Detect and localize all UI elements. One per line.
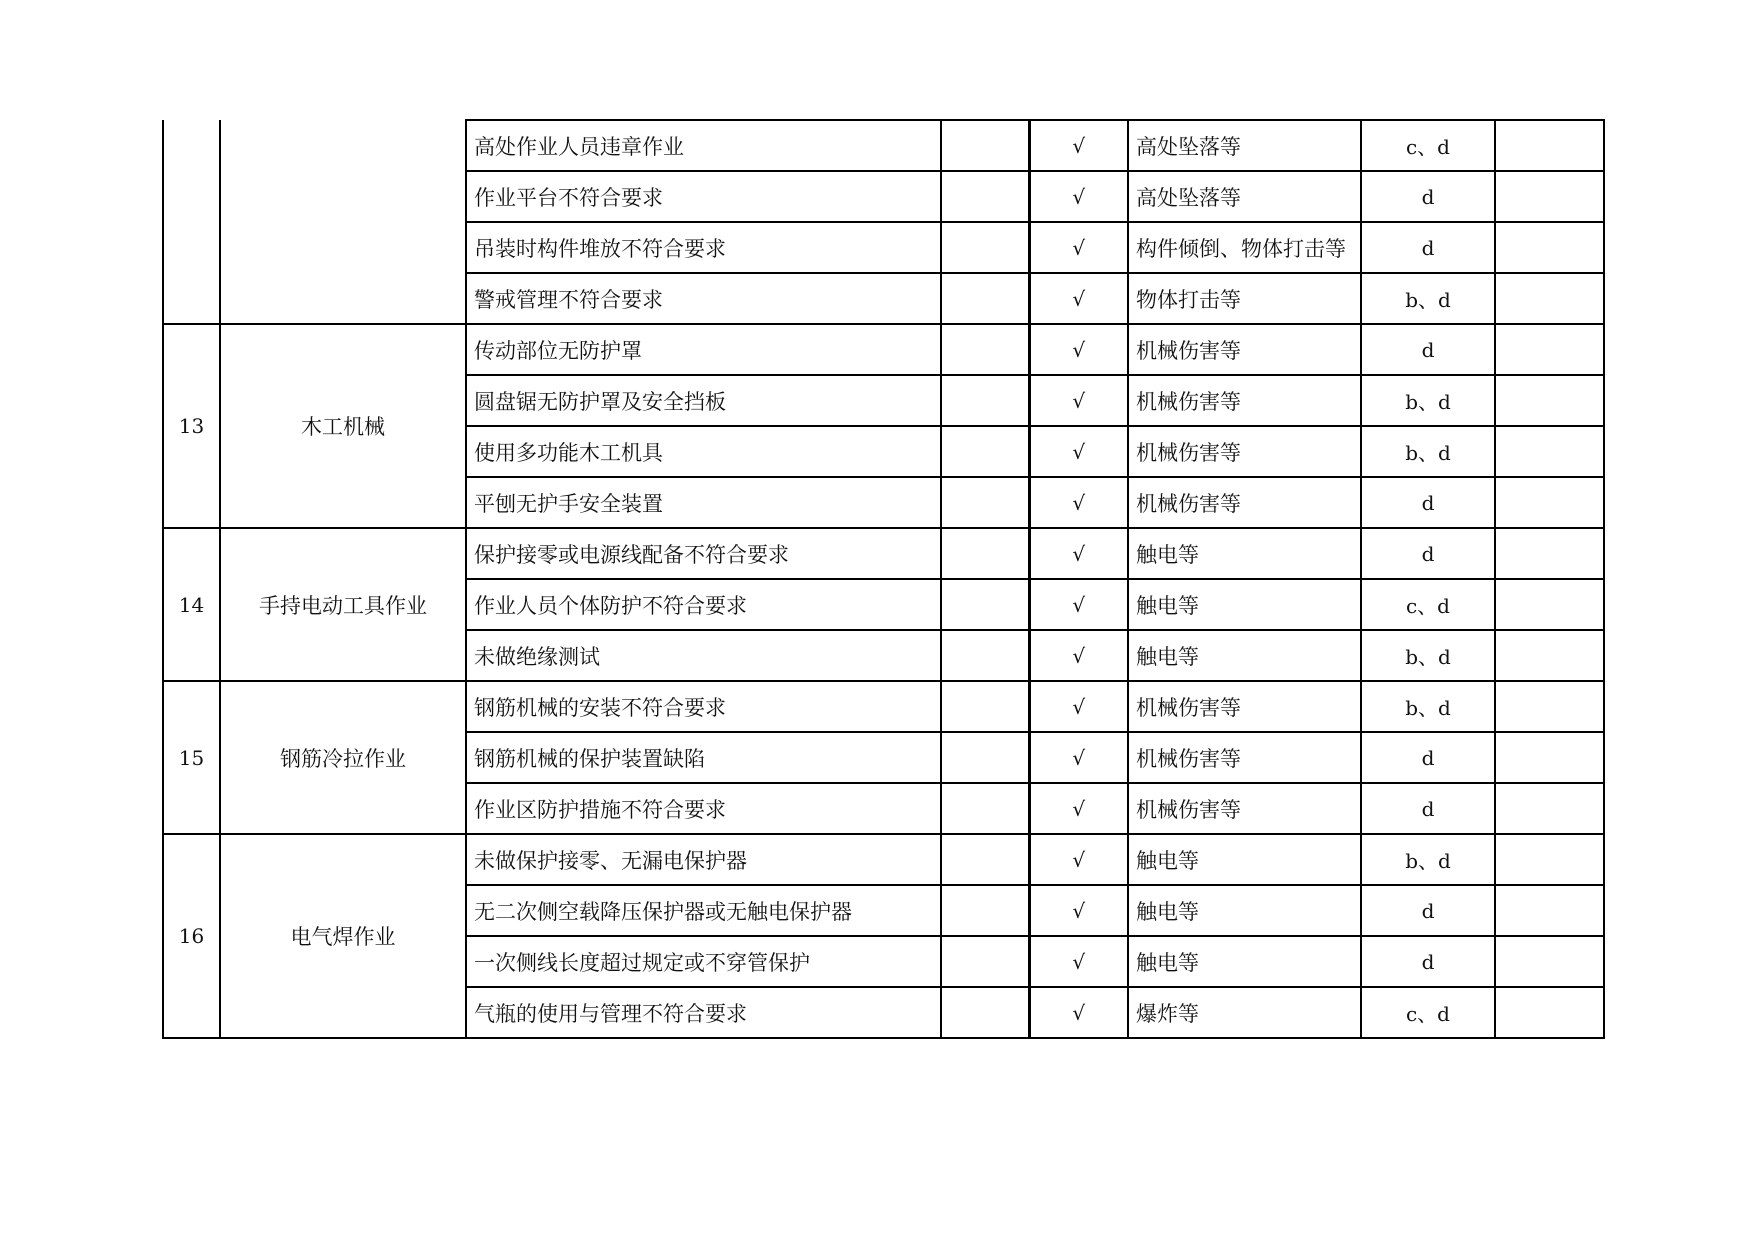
hazard-cell: 传动部位无防护罩: [466, 324, 941, 375]
blank-cell: [941, 681, 1029, 732]
control-level-cell: b、d: [1361, 375, 1495, 426]
blank-cell: [941, 120, 1029, 171]
blank-cell: [941, 222, 1029, 273]
blank-cell: [1495, 987, 1604, 1038]
control-level-cell: b、d: [1361, 681, 1495, 732]
hazard-cell: 平刨无护手安全装置: [466, 477, 941, 528]
control-level-cell: b、d: [1361, 630, 1495, 681]
accident-type-cell: 机械伤害等: [1128, 783, 1361, 834]
accident-type-cell: 触电等: [1128, 885, 1361, 936]
blank-cell: [941, 885, 1029, 936]
control-level-cell: d: [1361, 732, 1495, 783]
blank-cell: [1495, 273, 1604, 324]
accident-type-cell: 高处坠落等: [1128, 120, 1361, 171]
hazard-cell: 一次侧线长度超过规定或不穿管保护: [466, 936, 941, 987]
activity-cell: 电气焊作业: [220, 834, 466, 1038]
blank-cell: [1495, 528, 1604, 579]
blank-cell: [1495, 375, 1604, 426]
control-level-cell: c、d: [1361, 987, 1495, 1038]
blank-cell: [941, 987, 1029, 1038]
accident-type-cell: 机械伤害等: [1128, 477, 1361, 528]
blank-cell: [1495, 936, 1604, 987]
table-body: [163, 120, 1604, 1038]
accident-type-cell: 爆炸等: [1128, 987, 1361, 1038]
check-mark-cell: √: [1029, 630, 1128, 681]
check-mark-cell: √: [1029, 885, 1128, 936]
blank-cell: [1495, 579, 1604, 630]
activity-cell: 木工机械: [220, 324, 466, 528]
blank-cell: [1495, 630, 1604, 681]
blank-cell: [1495, 171, 1604, 222]
accident-type-cell: 触电等: [1128, 936, 1361, 987]
accident-type-cell: 机械伤害等: [1128, 375, 1361, 426]
blank-cell: [941, 834, 1029, 885]
blank-cell: [941, 426, 1029, 477]
check-mark-cell: √: [1029, 477, 1128, 528]
check-mark-cell: √: [1029, 171, 1128, 222]
blank-cell: [941, 630, 1029, 681]
accident-type-cell: 构件倾倒、物体打击等: [1128, 222, 1361, 273]
check-mark-cell: √: [1029, 681, 1128, 732]
hazard-cell: 作业区防护措施不符合要求: [466, 783, 941, 834]
blank-cell: [941, 171, 1029, 222]
table-row: [163, 834, 1604, 885]
check-mark-cell: √: [1029, 120, 1128, 171]
accident-type-cell: 机械伤害等: [1128, 681, 1361, 732]
accident-type-cell: 机械伤害等: [1128, 426, 1361, 477]
hazard-cell: 高处作业人员违章作业: [466, 120, 941, 171]
item-number-cell: 13: [163, 324, 220, 528]
blank-cell: [941, 783, 1029, 834]
blank-cell: [1495, 222, 1604, 273]
accident-type-cell: 触电等: [1128, 579, 1361, 630]
control-level-cell: d: [1361, 783, 1495, 834]
item-number-cell: [163, 120, 220, 324]
check-mark-cell: √: [1029, 375, 1128, 426]
check-mark-cell: √: [1029, 834, 1128, 885]
hazard-cell: 使用多功能木工机具: [466, 426, 941, 477]
blank-cell: [1495, 477, 1604, 528]
control-level-cell: d: [1361, 171, 1495, 222]
blank-cell: [1495, 834, 1604, 885]
control-level-cell: b、d: [1361, 834, 1495, 885]
hazard-cell: 作业人员个体防护不符合要求: [466, 579, 941, 630]
accident-type-cell: 机械伤害等: [1128, 324, 1361, 375]
check-mark-cell: √: [1029, 324, 1128, 375]
hazard-cell: 未做保护接零、无漏电保护器: [466, 834, 941, 885]
blank-cell: [941, 273, 1029, 324]
check-mark-cell: √: [1029, 426, 1128, 477]
blank-cell: [1495, 783, 1604, 834]
control-level-cell: d: [1361, 477, 1495, 528]
accident-type-cell: 触电等: [1128, 528, 1361, 579]
control-level-cell: d: [1361, 885, 1495, 936]
blank-cell: [1495, 732, 1604, 783]
hazard-cell: 圆盘锯无防护罩及安全挡板: [466, 375, 941, 426]
blank-cell: [941, 936, 1029, 987]
hazard-cell: 作业平台不符合要求: [466, 171, 941, 222]
hazard-cell: 钢筋机械的保护装置缺陷: [466, 732, 941, 783]
activity-cell: [220, 120, 466, 324]
control-level-cell: b、d: [1361, 273, 1495, 324]
check-mark-cell: √: [1029, 936, 1128, 987]
item-number-cell: 14: [163, 528, 220, 681]
control-level-cell: d: [1361, 936, 1495, 987]
control-level-cell: d: [1361, 528, 1495, 579]
blank-cell: [941, 579, 1029, 630]
blank-cell: [941, 324, 1029, 375]
control-level-cell: b、d: [1361, 426, 1495, 477]
table-row: [163, 681, 1604, 732]
check-mark-cell: √: [1029, 732, 1128, 783]
hazard-cell: 未做绝缘测试: [466, 630, 941, 681]
blank-cell: [941, 732, 1029, 783]
hazard-cell: 钢筋机械的安装不符合要求: [466, 681, 941, 732]
accident-type-cell: 触电等: [1128, 834, 1361, 885]
accident-type-cell: 物体打击等: [1128, 273, 1361, 324]
accident-type-cell: 高处坠落等: [1128, 171, 1361, 222]
check-mark-cell: √: [1029, 222, 1128, 273]
accident-type-cell: 触电等: [1128, 630, 1361, 681]
blank-cell: [1495, 885, 1604, 936]
hazard-cell: 无二次侧空载降压保护器或无触电保护器: [466, 885, 941, 936]
table-row: [163, 528, 1604, 579]
table-row: [163, 120, 1604, 171]
hazard-identification-table: [162, 119, 1605, 1039]
check-mark-cell: √: [1029, 783, 1128, 834]
blank-cell: [1495, 426, 1604, 477]
blank-cell: [1495, 324, 1604, 375]
activity-cell: 手持电动工具作业: [220, 528, 466, 681]
control-level-cell: c、d: [1361, 579, 1495, 630]
blank-cell: [941, 477, 1029, 528]
accident-type-cell: 机械伤害等: [1128, 732, 1361, 783]
hazard-cell: 警戒管理不符合要求: [466, 273, 941, 324]
blank-cell: [1495, 681, 1604, 732]
item-number-cell: 16: [163, 834, 220, 1038]
check-mark-cell: √: [1029, 987, 1128, 1038]
check-mark-cell: √: [1029, 528, 1128, 579]
item-number-cell: 15: [163, 681, 220, 834]
activity-cell: 钢筋冷拉作业: [220, 681, 466, 834]
blank-cell: [1495, 120, 1604, 171]
hazard-cell: 气瓶的使用与管理不符合要求: [466, 987, 941, 1038]
table-row: [163, 324, 1604, 375]
check-mark-cell: √: [1029, 579, 1128, 630]
blank-cell: [941, 528, 1029, 579]
hazard-cell: 吊装时构件堆放不符合要求: [466, 222, 941, 273]
control-level-cell: d: [1361, 222, 1495, 273]
control-level-cell: c、d: [1361, 120, 1495, 171]
blank-cell: [941, 375, 1029, 426]
control-level-cell: d: [1361, 324, 1495, 375]
hazard-cell: 保护接零或电源线配备不符合要求: [466, 528, 941, 579]
check-mark-cell: √: [1029, 273, 1128, 324]
